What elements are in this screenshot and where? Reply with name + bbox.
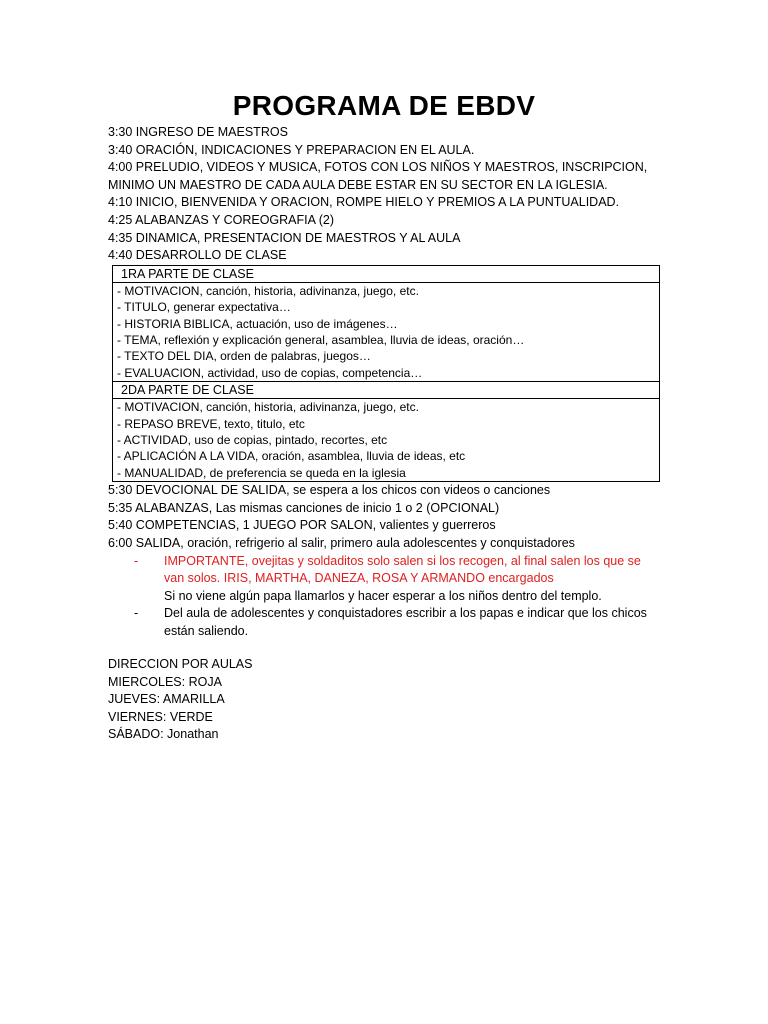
schedule-line: 4:25 ALABANZAS Y COREOGRAFIA (2)	[108, 212, 335, 227]
bullet-dash: -	[134, 606, 139, 621]
schedule-line: 5:30 DEVOCIONAL DE SALIDA, se espera a los chicos con videos o canciones	[108, 483, 551, 498]
class-part1-item: - MOTIVACION, canción, historia, adivinanza, juego, etc.	[117, 283, 419, 298]
class-part2-item: - ACTIVIDAD, uso de copias, pintado, recortes, etc	[117, 433, 388, 447]
direccion-day: VIERNES: VERDE	[108, 709, 213, 724]
schedule-line: 4:40 DESARROLLO DE CLASE	[108, 248, 287, 263]
schedule-line: 3:40 ORACIÓN, INDICACIONES Y PREPARACION EN EL AULA.	[108, 142, 475, 157]
class-part2-item: - REPASO BREVE, texto, titulo, etc	[117, 416, 305, 431]
adolescentes-note-line: Del aula de adolescentes y conquistadores escribir a los papas e indicar que los chicos	[164, 606, 647, 621]
adolescentes-note-line: están saliendo.	[164, 623, 249, 638]
class-part1-item: - EVALUACION, actividad, uso de copias, competencia…	[117, 365, 423, 380]
class-table	[112, 265, 660, 482]
direccion-por-aulas	[108, 656, 252, 744]
schedule-line: 3:30 INGRESO DE MAESTROS	[108, 125, 288, 139]
schedule-line: MINIMO UN MAESTRO DE CADA AULA DEBE ESTAR EN SU SECTOR EN LA IGLESIA.	[108, 177, 608, 192]
class-part1-header: 1RA PARTE DE CLASE	[113, 266, 659, 283]
direccion-day: JUEVES: AMARILLA	[108, 692, 225, 707]
class-part2-item: - MOTIVACION, canción, historia, adivinanza, juego, etc.	[117, 400, 419, 415]
bullet-dash: -	[134, 553, 139, 568]
schedule-line: 4:10 INICIO, BIENVENIDA Y ORACION, ROMPE HIELO Y PREMIOS A LA PUNTUALIDAD.	[108, 195, 620, 210]
class-part2-item: - APLICACIÓN A LA VIDA, oración, asamblea, lluvia de ideas, etc	[117, 449, 466, 464]
schedule-line: 4:35 DINAMICA, PRESENTACION DE MAESTROS Y AL AULA	[108, 230, 461, 245]
direccion-heading: DIRECCION POR AULAS	[108, 657, 253, 671]
schedule-line: 5:35 ALABANZAS, Las mismas canciones de inicio 1 o 2 (OPCIONAL)	[108, 500, 500, 515]
class-part2-item: - MANUALIDAD, de preferencia se queda en la iglesia	[117, 465, 406, 480]
schedule-line: 4:00 PRELUDIO, VIDEOS Y MUSICA, FOTOS CON LOS NIÑOS Y MAESTROS, INSCRIPCION,	[108, 160, 648, 175]
schedule-line: 5:40 COMPETENCIAS, 1 JUEGO POR SALON, valientes y guerreros	[108, 518, 496, 533]
schedule-bottom	[108, 482, 668, 552]
class-part1-body	[113, 283, 659, 381]
schedule-line: 6:00 SALIDA, oración, refrigerio al salir, primero aula adolescentes y conquistadores	[108, 536, 575, 550]
class-part1-item: - HISTORIA BIBLICA, actuación, uso de imágenes…	[117, 316, 398, 331]
direccion-day: SÁBADO: Jonathan	[108, 727, 219, 742]
direccion-day: MIERCOLES: ROJA	[108, 674, 222, 689]
pickup-subnote: Si no viene algún papa llamarlos y hacer esperar a los niños dentro del templo.	[164, 588, 602, 603]
class-part1-item: - TITULO, generar expectativa…	[117, 300, 291, 315]
important-note	[128, 553, 668, 588]
document-title: PROGRAMA DE EBDV	[232, 90, 536, 121]
important-note-line: IMPORTANTE, ovejitas y soldaditos solo salen si los recogen, al final salen los que se	[164, 553, 641, 568]
schedule	[108, 124, 668, 641]
important-note-line: van solos. IRIS, MARTHA, DANEZA, ROSA Y ARMANDO encargados	[164, 571, 554, 586]
salida-notes	[128, 553, 668, 641]
class-part2-header: 2DA PARTE DE CLASE	[113, 381, 659, 399]
adolescentes-note	[128, 605, 668, 640]
class-part1-item: - TEXTO DEL DIA, orden de palabras, juegos…	[117, 349, 371, 364]
class-part1-item: - TEMA, reflexión y explicación general, asamblea, lluvia de ideas, oración…	[117, 332, 525, 347]
class-part2-body	[113, 399, 659, 481]
